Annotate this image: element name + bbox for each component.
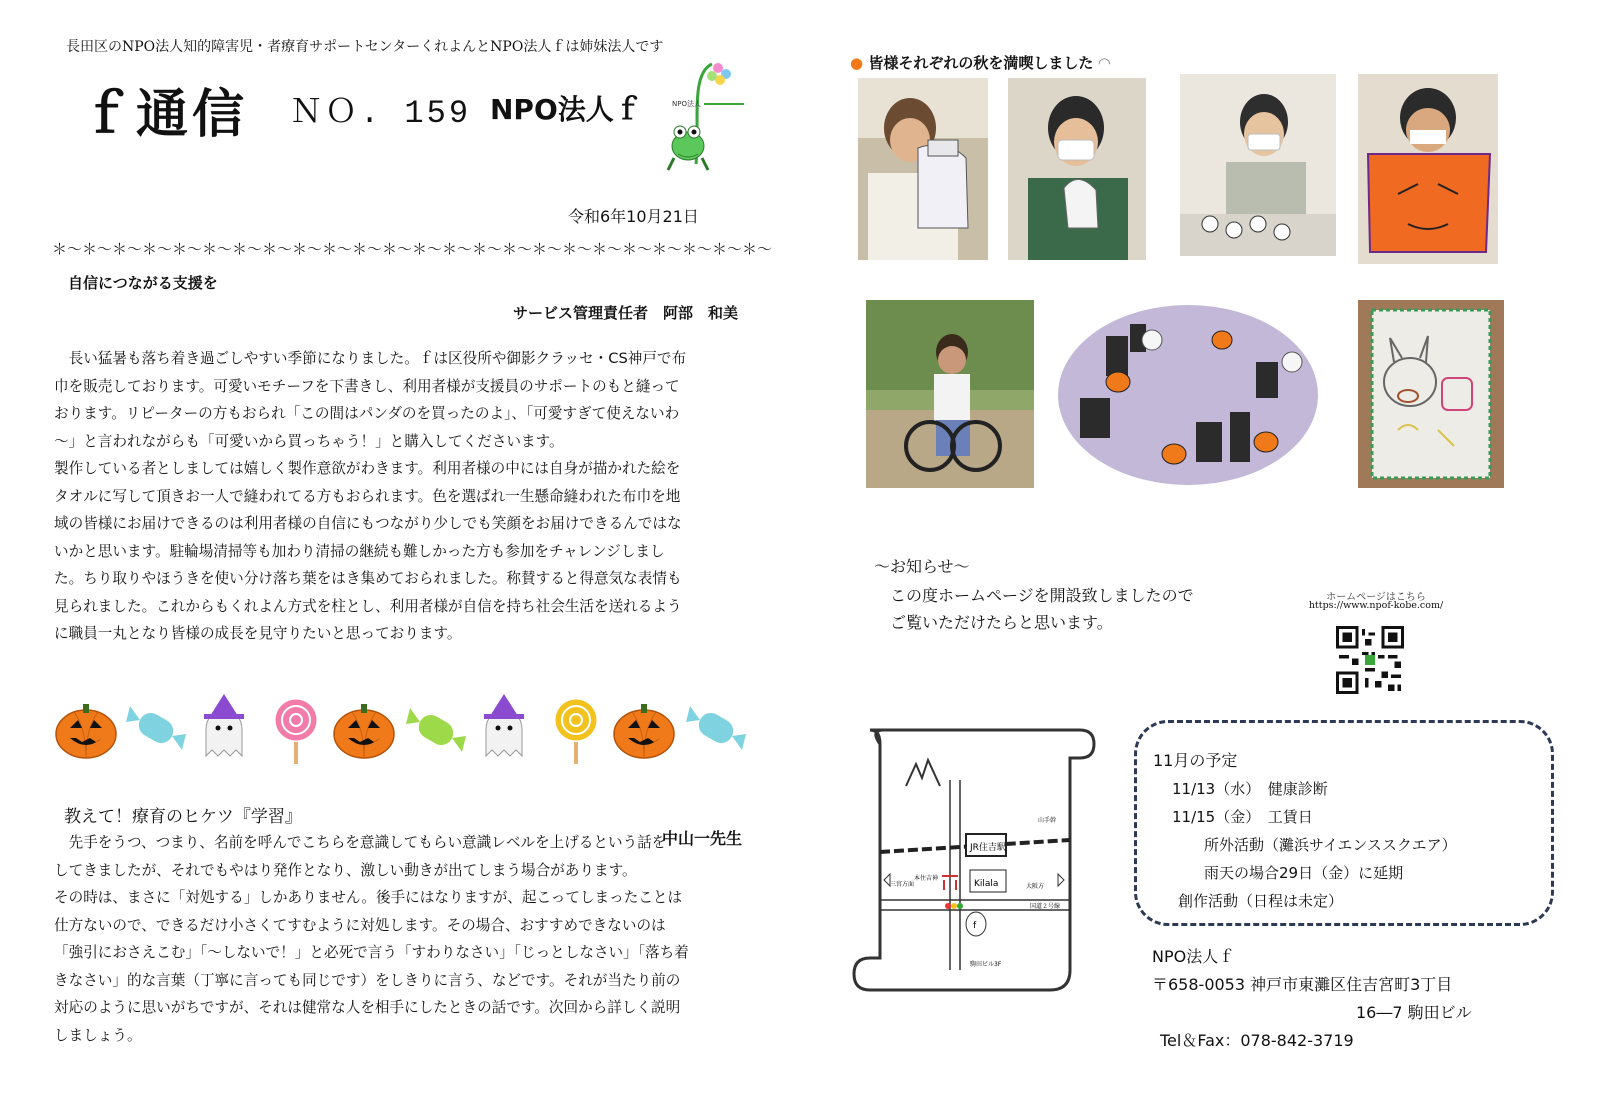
address-tel: Tel＆Fax：078-842-3719 [1160, 1031, 1354, 1050]
section2-line: その時は、まさに「対処する」しかありません。後手にはなりますが、起こってしまったことは [54, 889, 683, 906]
map-sannomiya: 三宮方面 [890, 881, 915, 888]
candy-icon [126, 706, 186, 750]
pumpkin-icon [614, 704, 674, 758]
photo-halloween-wall-decor [1056, 302, 1320, 488]
map-yamate: 山手幹 [1038, 817, 1057, 824]
schedule-item: 創作活動（日程は未定） [1178, 892, 1344, 910]
section2-author: 中山一先生 [661, 829, 742, 848]
schedule-item: 11/15（金） 工賃日 [1172, 808, 1313, 826]
pumpkin-icon: ● [850, 54, 864, 72]
article-line: 製作している者としましては嬉しく製作意欲がわきます。利用者様の中には自身が描かれた絵を [54, 460, 681, 477]
newsletter-title: ｆ通信 [80, 84, 249, 145]
map-komada: 駒田ビル3F [970, 961, 1002, 968]
section2-line: きなさい」的な言葉（丁寧に言っても同じです）をしきりに言う、などです。それが当たり前の [54, 971, 681, 989]
pumpkin-icon [334, 704, 394, 758]
address-org: NPO法人ｆ [1152, 947, 1235, 966]
article-line: おります。リピーターの方もおられ「この間はパンダのを買ったのよ」、「可愛すぎて使えないわ [54, 405, 680, 422]
section2-line: しましょう。 [54, 1026, 142, 1044]
section2-title: 教えて！療育のヒケツ『学習』 [64, 807, 302, 827]
section2-line: 先手をうつ、つまり、名前を呼んでこちらを意識してもらい意識レベルを上げるという話を [68, 834, 667, 851]
section2-body [54, 829, 744, 1049]
notice-text [890, 582, 1194, 636]
schedule-item: 所外活動（灘浜サイエンススクエア） [1204, 836, 1457, 854]
article-line: に職員一丸となり皆様の成長を見守りたいと思っております。 [54, 625, 462, 642]
photo-outdoor-wheelchair [866, 300, 1034, 488]
ghost-witch-icon [204, 694, 244, 756]
notice-line-2: ご覧いただけたらと思います。 [890, 613, 1113, 632]
photos-title: ● 皆様それぞれの秋を満喫しました ◠ [850, 54, 1111, 72]
section2-line: 対応のように思いがちですが、それは健常な人を相手にしたときの話です。次回から詳しく説明 [54, 999, 681, 1016]
schedule-item: 11/13（水） 健康診断 [1172, 780, 1328, 798]
org-name: NPO法人ｆ [490, 93, 642, 126]
map-f-marker: f [973, 921, 977, 931]
article-line: ～」と言われながらも「可愛いから買っちゃう！」と購入してくださいます。 [54, 432, 564, 450]
notice-heading: ～お知らせ～ [874, 557, 970, 576]
article-title: 自信につながる支援を [68, 274, 218, 292]
homepage-url[interactable]: https://www.npof-kobe.com/ [1308, 600, 1444, 611]
issue-number: ＮＯ. 159 [290, 95, 472, 132]
article-line: た。ちり取りやほうきを使い分け落ち葉をはき集めておられました。称賛すると得意気な表情も [54, 570, 682, 587]
ghost-icon: ◠ [1098, 54, 1111, 72]
candy-icon [406, 708, 466, 752]
article-line: 見られました。これからもくれよん方式を柱とし、利用者様が自信を持ち社会生活を送れるよう [54, 597, 682, 615]
lollipop-icon [554, 698, 598, 764]
access-map [850, 720, 1120, 1000]
ghost-witch-icon [484, 694, 524, 756]
article-line: 巾を販売しております。可愛いモチーフを下書きし、利用者様が支援員のサポートのもと縫って [54, 377, 680, 395]
issue-date: 令和6年10月21日 [568, 207, 699, 226]
article-line: 長い猛暑も落ち着き過ごしやすい季節になりました。ｆは区役所や御影クラッセ・CS神戸で布 [68, 350, 687, 367]
divider-line: ＊～＊～＊～＊～＊～＊～＊～＊～＊～＊～＊～＊～＊～＊～＊～＊～＊～＊～＊～＊～＊～＊～＊～＊～ [52, 240, 773, 258]
map-osaka: 大阪方 [1026, 883, 1045, 890]
address-line-2: 16―7 駒田ビル [1356, 1003, 1472, 1022]
halloween-decoration-row [52, 688, 772, 768]
logo-text: NPO法人 [672, 100, 701, 108]
article-line: タオルに写して頂きお一人で縫われてる方もおられます。色を選ばれ一生懸命縫われた布巾を地 [54, 487, 681, 505]
lollipop-icon [274, 698, 318, 764]
homepage-label: ホームページはこちら [1326, 592, 1426, 603]
map-shrine: 本住吉神 [914, 875, 939, 882]
address-line-1: 〒658-0053 神戸市東灘区住吉宮町3丁目 [1152, 975, 1453, 994]
frog-logo-icon [660, 54, 750, 184]
map-route2: 国道２号線 [1030, 903, 1061, 910]
pumpkin-icon [56, 704, 116, 758]
sister-org-tagline: 長田区のNPO法人知的障害児・者療育サポートセンターくれよんとNPO法人ｆは姉妹法人です [66, 39, 664, 55]
schedule-item: 雨天の場合29日（金）に延期 [1204, 864, 1404, 882]
photo-ghost-craft-2 [1008, 78, 1146, 260]
photo-ghost-craft-1 [858, 78, 988, 260]
photo-pumpkin-drawing [1358, 74, 1498, 264]
article-line: いかと思います。駐輪場清掃等も加わり清掃の継続も難しかった方も参加をチャレンジしまし [54, 542, 665, 560]
section2-line: してきましたが、それでもやはり発作となり、激しい動きが出てしまう場合があります。 [54, 861, 637, 879]
article-author: サービス管理責任者 阿部 和美 [512, 304, 738, 322]
notice-line-1: この度ホームページを開設致しましたので [890, 586, 1194, 605]
map-kilala: Kilala [974, 879, 999, 889]
article-line: 域の皆様にお届けできるのは利用者様の自信にもつながり少しでも笑顔をお届けできるんではな [54, 515, 682, 532]
candy-icon [686, 706, 746, 750]
qr-code-icon[interactable] [1336, 626, 1404, 694]
schedule-heading: 11月の予定 [1153, 751, 1238, 770]
article-body [54, 345, 744, 648]
photo-embroidered-towel [1358, 300, 1504, 488]
section2-line: 仕方ないので、できるだけ小さくてすむように対処します。その場合、おすすめできないのは [54, 916, 666, 934]
photo-ghost-crafts-table [1180, 74, 1336, 256]
map-station: JR住吉駅 [970, 843, 1006, 853]
section2-line: 「強引におさえこむ」「～しないで！」と必死で言う「すわりなさい」「じっとしなさい」「落ち着 [54, 944, 689, 961]
